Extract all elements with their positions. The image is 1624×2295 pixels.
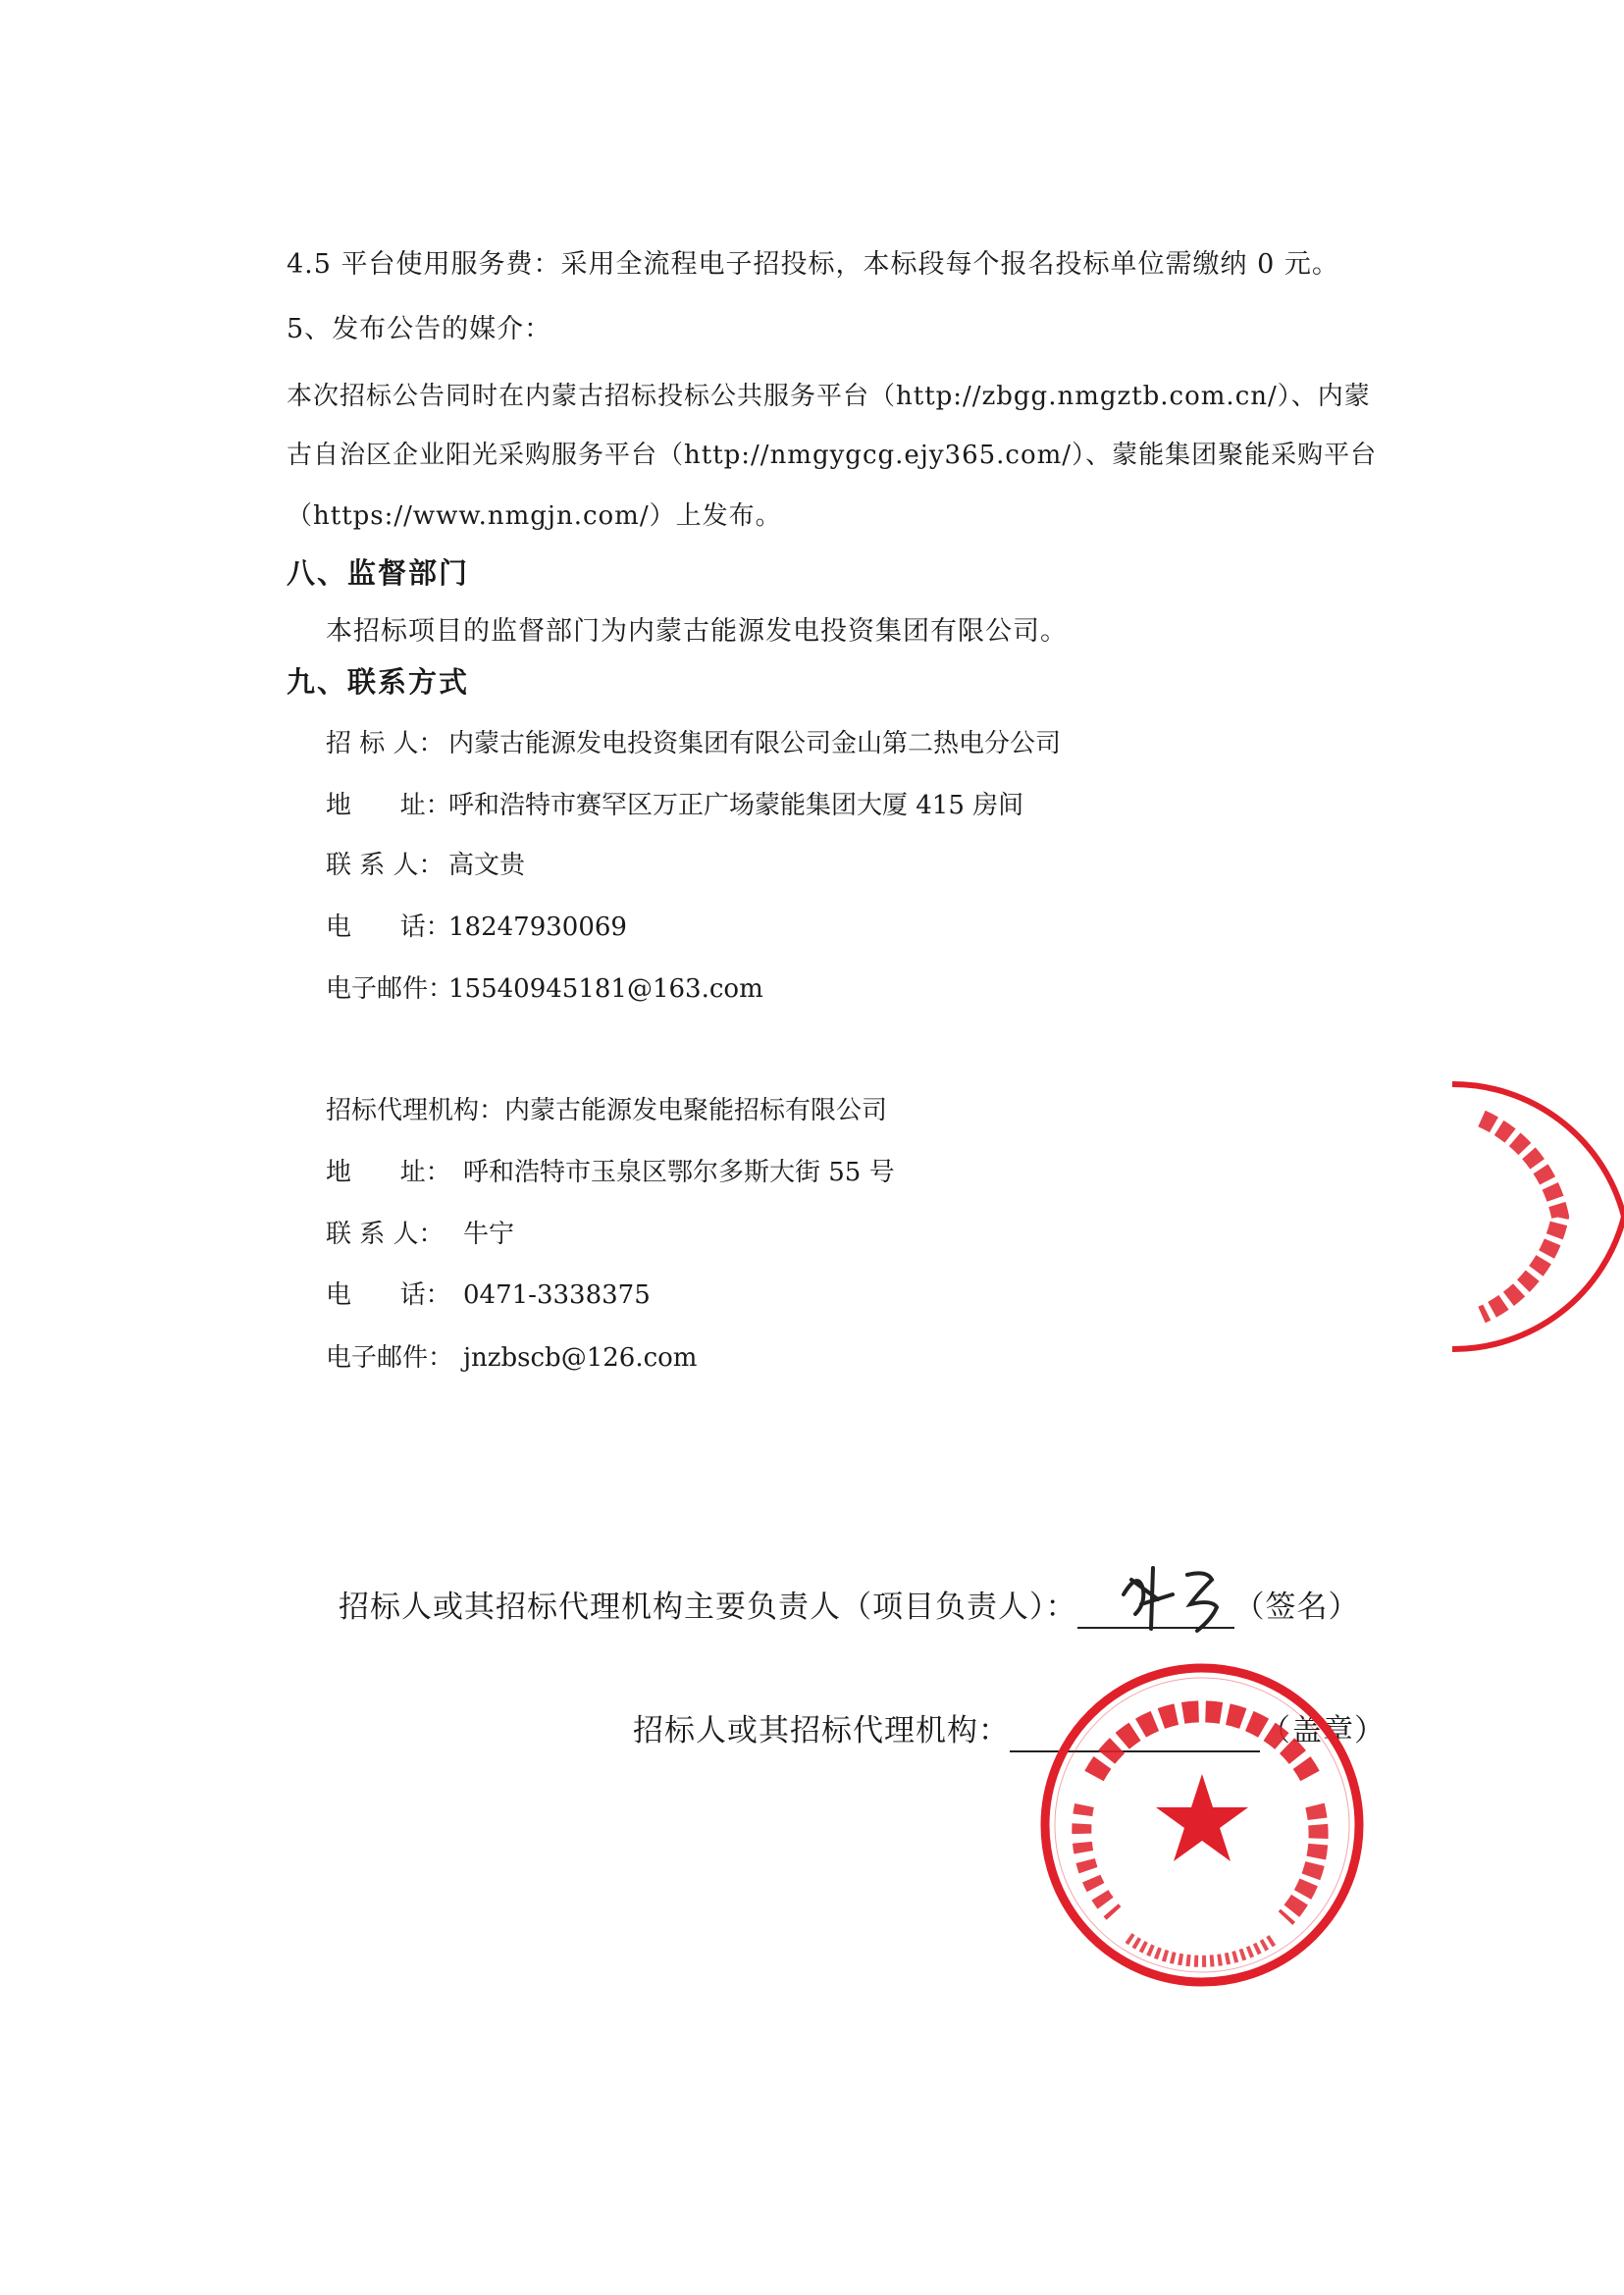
agency-address-row xyxy=(326,1155,895,1190)
tenderer-contact-row xyxy=(326,848,525,883)
agency-name-value: 内蒙古能源发电聚能招标有限公司 xyxy=(504,1096,888,1125)
tenderer-contact-label: 联 系 人： xyxy=(326,851,445,880)
tenderer-email-value: 15540945181@163.com xyxy=(448,974,763,1004)
red-seal-icon xyxy=(1035,1658,1369,1992)
agency-contact-label: 联 系 人： xyxy=(326,1220,445,1249)
agency-name-row xyxy=(326,1093,887,1128)
agency-phone-label: 电 话： xyxy=(326,1280,451,1310)
agency-address-value: 呼和浩特市玉泉区鄂尔多斯大街 55 号 xyxy=(463,1158,895,1187)
agency-phone-value: 0471-3338375 xyxy=(463,1280,651,1310)
tenderer-name-label: 招 标 人： xyxy=(326,729,445,758)
tenderer-contact-value: 高文贵 xyxy=(448,851,526,880)
tenderer-phone-value: 18247930069 xyxy=(448,913,627,942)
partial-seal-icon xyxy=(1442,1069,1624,1364)
fee-line: 4.5 平台使用服务费：采用全流程电子招投标，本标段每个报名投标单位需缴纳 0 元。 xyxy=(287,249,1339,280)
agency-contact-row xyxy=(326,1217,514,1252)
agency-email-value: jnzbscb@126.com xyxy=(463,1343,698,1373)
tenderer-address-label: 地 址： xyxy=(326,791,451,820)
tenderer-name-value: 内蒙古能源发电投资集团有限公司金山第二热电分公司 xyxy=(448,729,1062,758)
agency-contact-value: 牛宁 xyxy=(463,1220,515,1249)
tenderer-phone-label: 电 话： xyxy=(326,913,451,942)
tenderer-email-label: 电子邮件： xyxy=(326,974,454,1004)
tenderer-phone-row xyxy=(326,910,627,945)
agency-email-label: 电子邮件： xyxy=(326,1343,454,1373)
tenderer-email-row xyxy=(326,971,763,1007)
agency-seal-suffix: （盖章） xyxy=(1260,1713,1386,1748)
agency-email-row xyxy=(326,1340,697,1376)
tenderer-name-row xyxy=(326,726,1061,761)
tenderer-address-value: 呼和浩特市赛罕区万正广场蒙能集团大厦 415 房间 xyxy=(448,791,1024,820)
agency-seal-label: 招标人或其招标代理机构： xyxy=(633,1713,1010,1748)
supervision-text: 本招标项目的监督部门为内蒙古能源发电投资集团有限公司。 xyxy=(326,616,1068,647)
media-paragraph-line-2: 古自治区企业阳光采购服务平台（http://nmgygcg.ejy365.com/）、蒙能集团聚能采购平台 xyxy=(287,441,1378,470)
agency-address-label: 地 址： xyxy=(326,1158,451,1187)
agency-phone-row xyxy=(326,1278,651,1313)
principal-suffix: （签名） xyxy=(1233,1590,1360,1625)
contact-heading: 九、联系方式 xyxy=(287,665,470,699)
media-heading: 5、发布公告的媒介： xyxy=(287,314,552,344)
principal-label: 招标人或其招标代理机构主要负责人（项目负责人）： xyxy=(339,1590,1077,1625)
media-paragraph-line-3: （https://www.nmgjn.com/）上发布。 xyxy=(287,501,782,531)
media-paragraph-line-1: 本次招标公告同时在内蒙古招标投标公共服务平台（http://zbgg.nmgztb.com.cn/）、内蒙 xyxy=(287,382,1371,411)
handwritten-signature-icon xyxy=(1114,1560,1251,1639)
agency-name-label: 招标代理机构： xyxy=(326,1096,505,1125)
tenderer-address-row xyxy=(326,788,1023,823)
supervision-heading: 八、监督部门 xyxy=(287,556,470,590)
